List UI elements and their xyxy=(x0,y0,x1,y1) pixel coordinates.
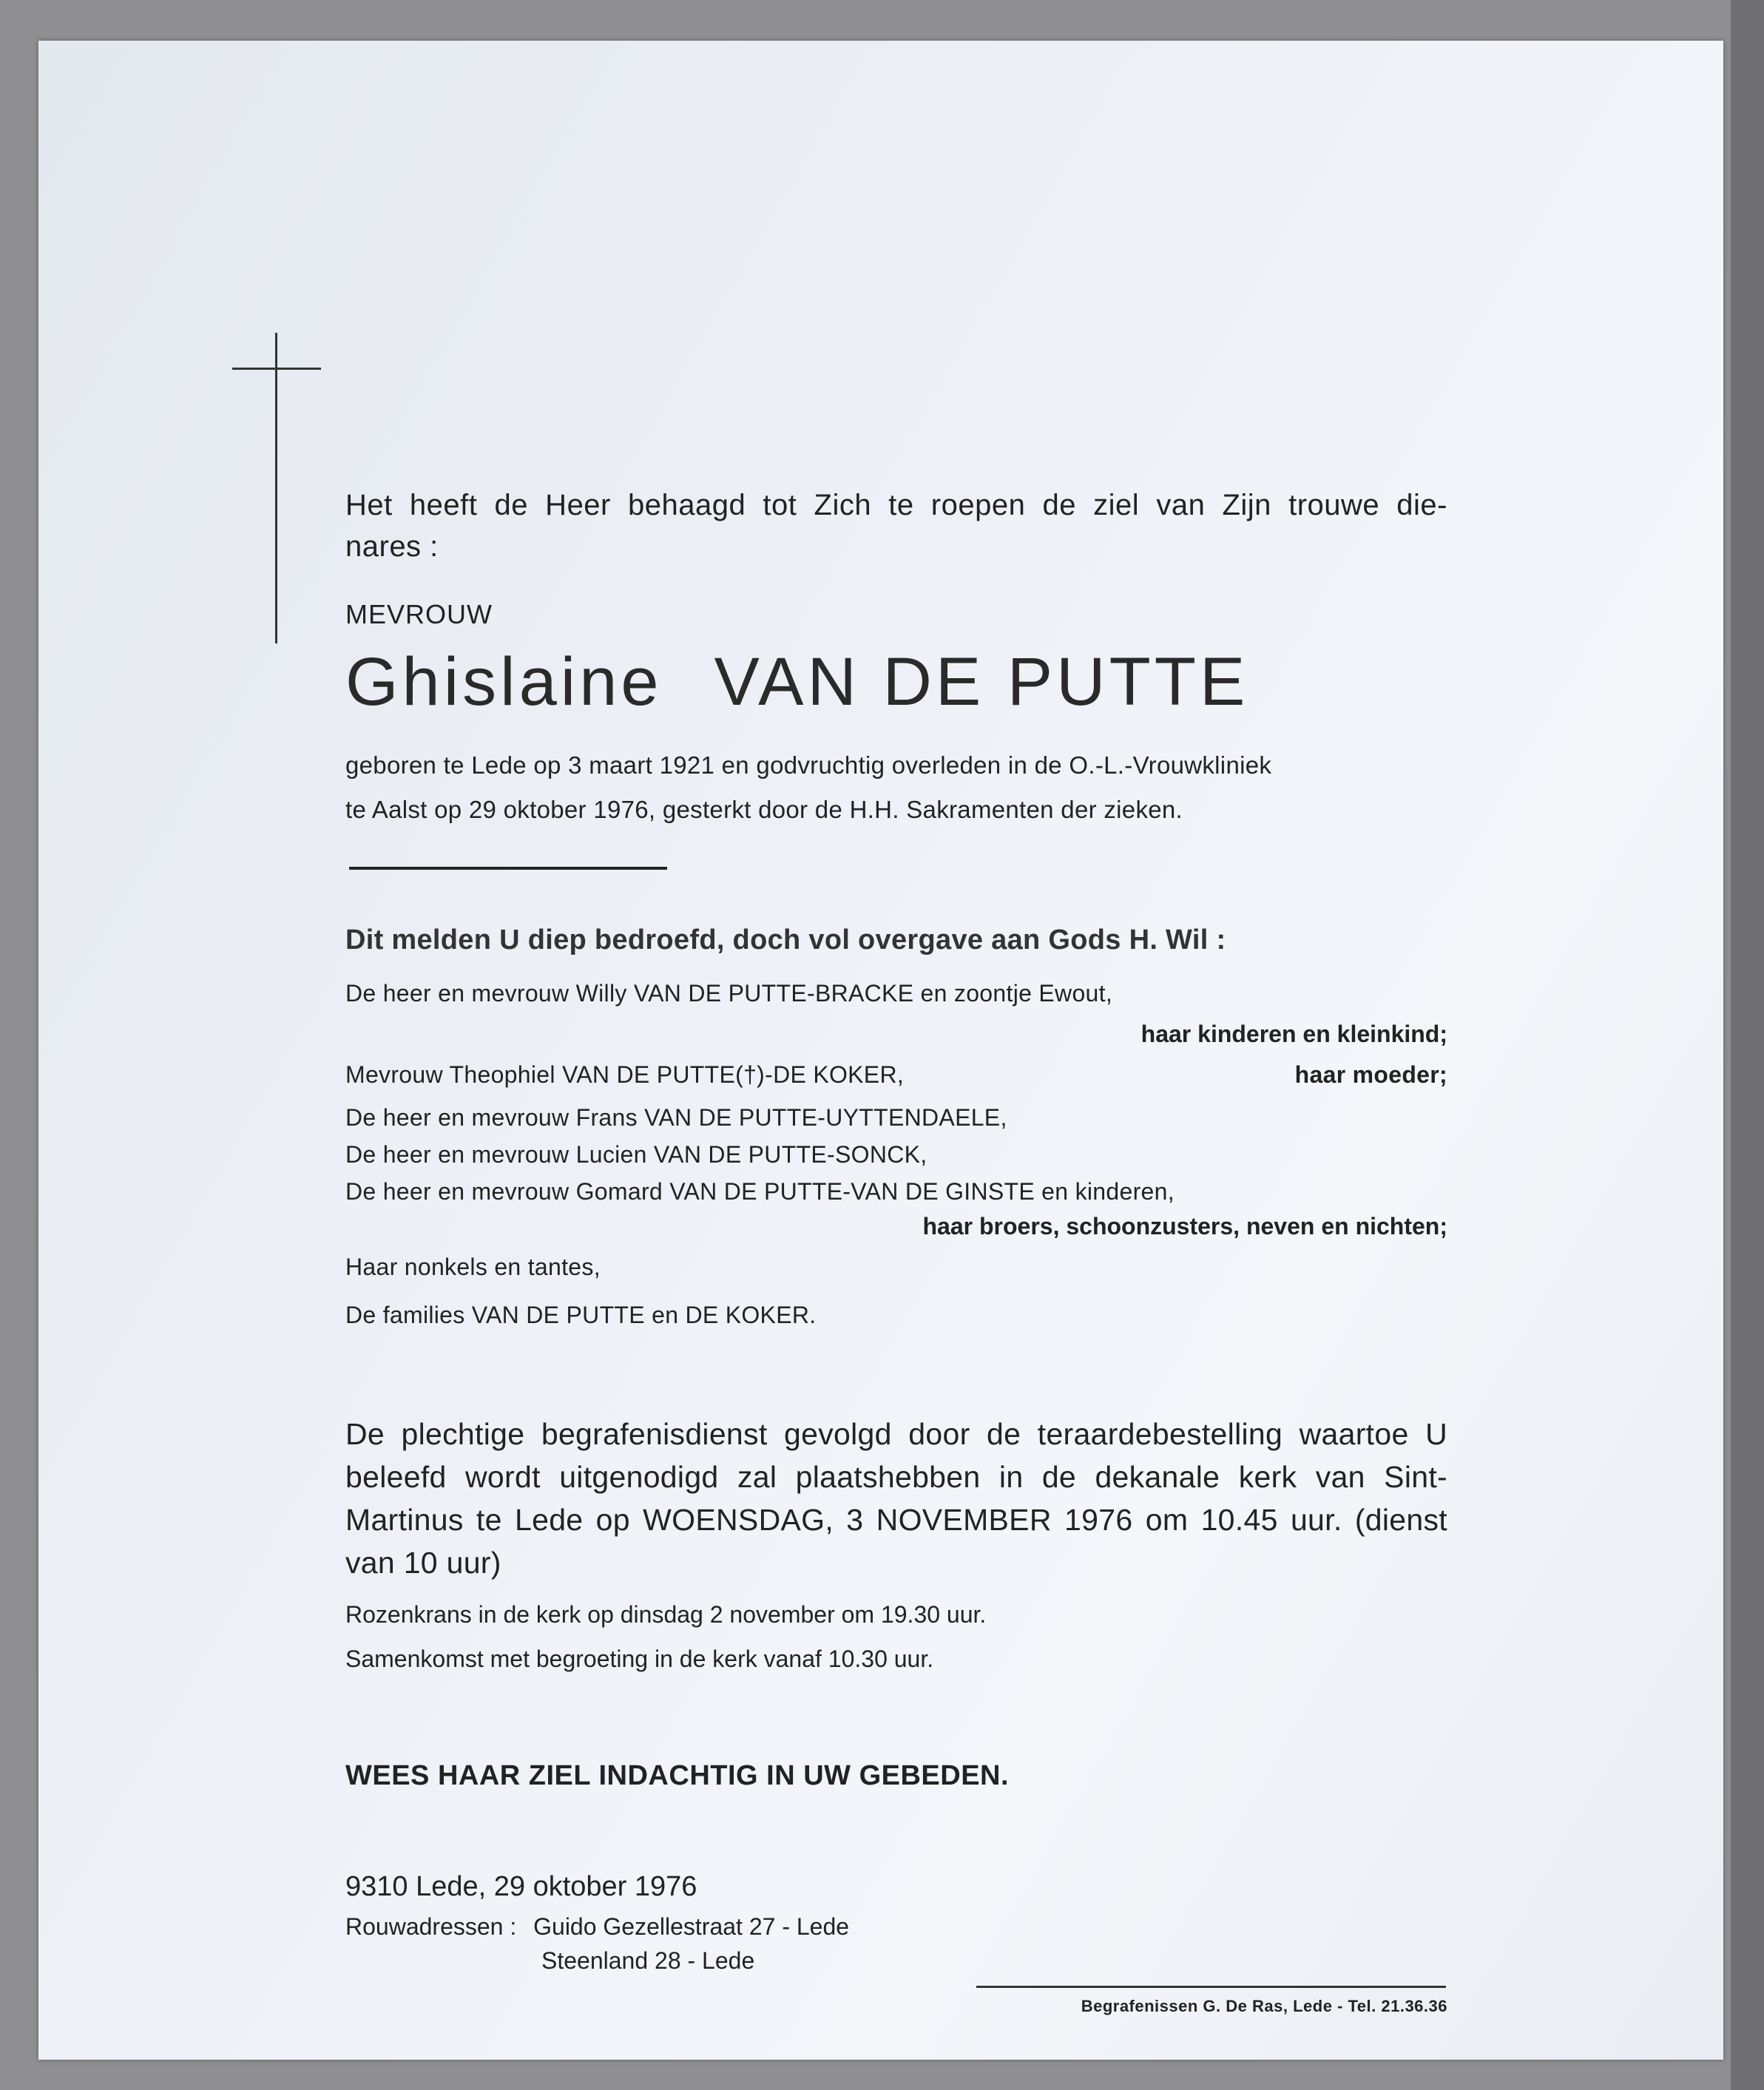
honorific: MEVROUW xyxy=(345,599,493,629)
undertaker-footer: Begrafenissen G. De Ras, Lede - Tel. 21.36.36 xyxy=(1081,1997,1447,2015)
family-relation: haar kinderen en kleinkind; xyxy=(1140,1021,1447,1047)
family-relation: haar broers, schoonzusters, neven en nichten; xyxy=(922,1213,1447,1240)
death-notice-card xyxy=(38,41,1723,2060)
addresses-label: Rouwadressen : xyxy=(345,1913,517,1940)
family-entry: De families VAN DE PUTTE en DE KOKER. xyxy=(345,1302,817,1328)
first-name: Ghislaine xyxy=(345,644,663,720)
addresses xyxy=(345,1913,1447,1941)
last-name: VAN DE PUTTE xyxy=(714,644,1249,720)
deceased-name xyxy=(345,643,1447,721)
birth-death-text xyxy=(345,743,1447,832)
cross-icon-vertical xyxy=(275,333,277,643)
family-entry: De heer en mevrouw Gomard VAN DE PUTTE-VAN DE GINSTE en kinderen, xyxy=(345,1178,1175,1205)
meeting-text: Samenkomst met begroeting in de kerk vanaf 10.30 uur. xyxy=(345,1646,934,1672)
ceremony-text xyxy=(345,1413,1447,1584)
family-entry xyxy=(345,1061,1447,1089)
family-entry-text: Mevrouw Theophiel VAN DE PUTTE(†)-DE KOKER, xyxy=(345,1061,905,1088)
rosary-text: Rozenkrans in de kerk op dinsdag 2 november om 19.30 uur. xyxy=(345,1601,987,1628)
family-entry: Haar nonkels en tantes, xyxy=(345,1254,601,1280)
intro-line-1: Het heeft de Heer behaagd tot Zich te roepen de ziel van Zijn trouwe die- xyxy=(345,489,1447,521)
family-relation-row xyxy=(345,1021,1447,1050)
ceremony-line-2: beleefd wordt uitgenodigd zal plaatshebben in de dekanale kerk van Sint- xyxy=(345,1460,1447,1494)
intro-line-2: nares : xyxy=(345,530,439,563)
place-date: 9310 Lede, 29 oktober 1976 xyxy=(345,1871,697,1902)
address-2: Steenland 28 - Lede xyxy=(541,1947,755,1974)
remembrance-text: WEES HAAR ZIEL INDACHTIG IN UW GEBEDEN. xyxy=(345,1760,1010,1791)
footer-divider xyxy=(976,1986,1446,1988)
ceremony-line-3: Martinus te Lede op WOENSDAG, 3 NOVEMBER 1976 om 10.45 uur. (dienst xyxy=(345,1503,1447,1537)
scan-border xyxy=(1731,0,1764,2090)
ceremony-line-1: De plechtige begrafenisdienst gevolgd door de teraardebestelling waartoe U xyxy=(345,1417,1447,1451)
family-entry: De heer en mevrouw Frans VAN DE PUTTE-UYTTENDAELE, xyxy=(345,1104,1007,1131)
address-1: Guido Gezellestraat 27 - Lede xyxy=(533,1913,850,1940)
family-entry: De heer en mevrouw Lucien VAN DE PUTTE-SONCK, xyxy=(345,1141,927,1168)
birth-death-line-1: geboren te Lede op 3 maart 1921 en godvruchtig overleden in de O.-L.-Vrouwkliniek xyxy=(345,751,1272,779)
intro-text xyxy=(345,484,1447,567)
family-relation: haar moeder; xyxy=(1294,1061,1447,1088)
family-entry: De heer en mevrouw Willy VAN DE PUTTE-BRACKE en zoontje Ewout, xyxy=(345,980,1113,1007)
divider xyxy=(349,867,667,870)
birth-death-line-2: te Aalst op 29 oktober 1976, gesterkt door de H.H. Sakramenten der zieken. xyxy=(345,796,1183,823)
ceremony-line-4: van 10 uur) xyxy=(345,1546,501,1580)
cross-icon-horizontal xyxy=(232,368,321,370)
family-relation-row xyxy=(345,1213,1447,1242)
announcement: Dit melden U diep bedroefd, doch vol overgave aan Gods H. Wil : xyxy=(345,924,1226,956)
